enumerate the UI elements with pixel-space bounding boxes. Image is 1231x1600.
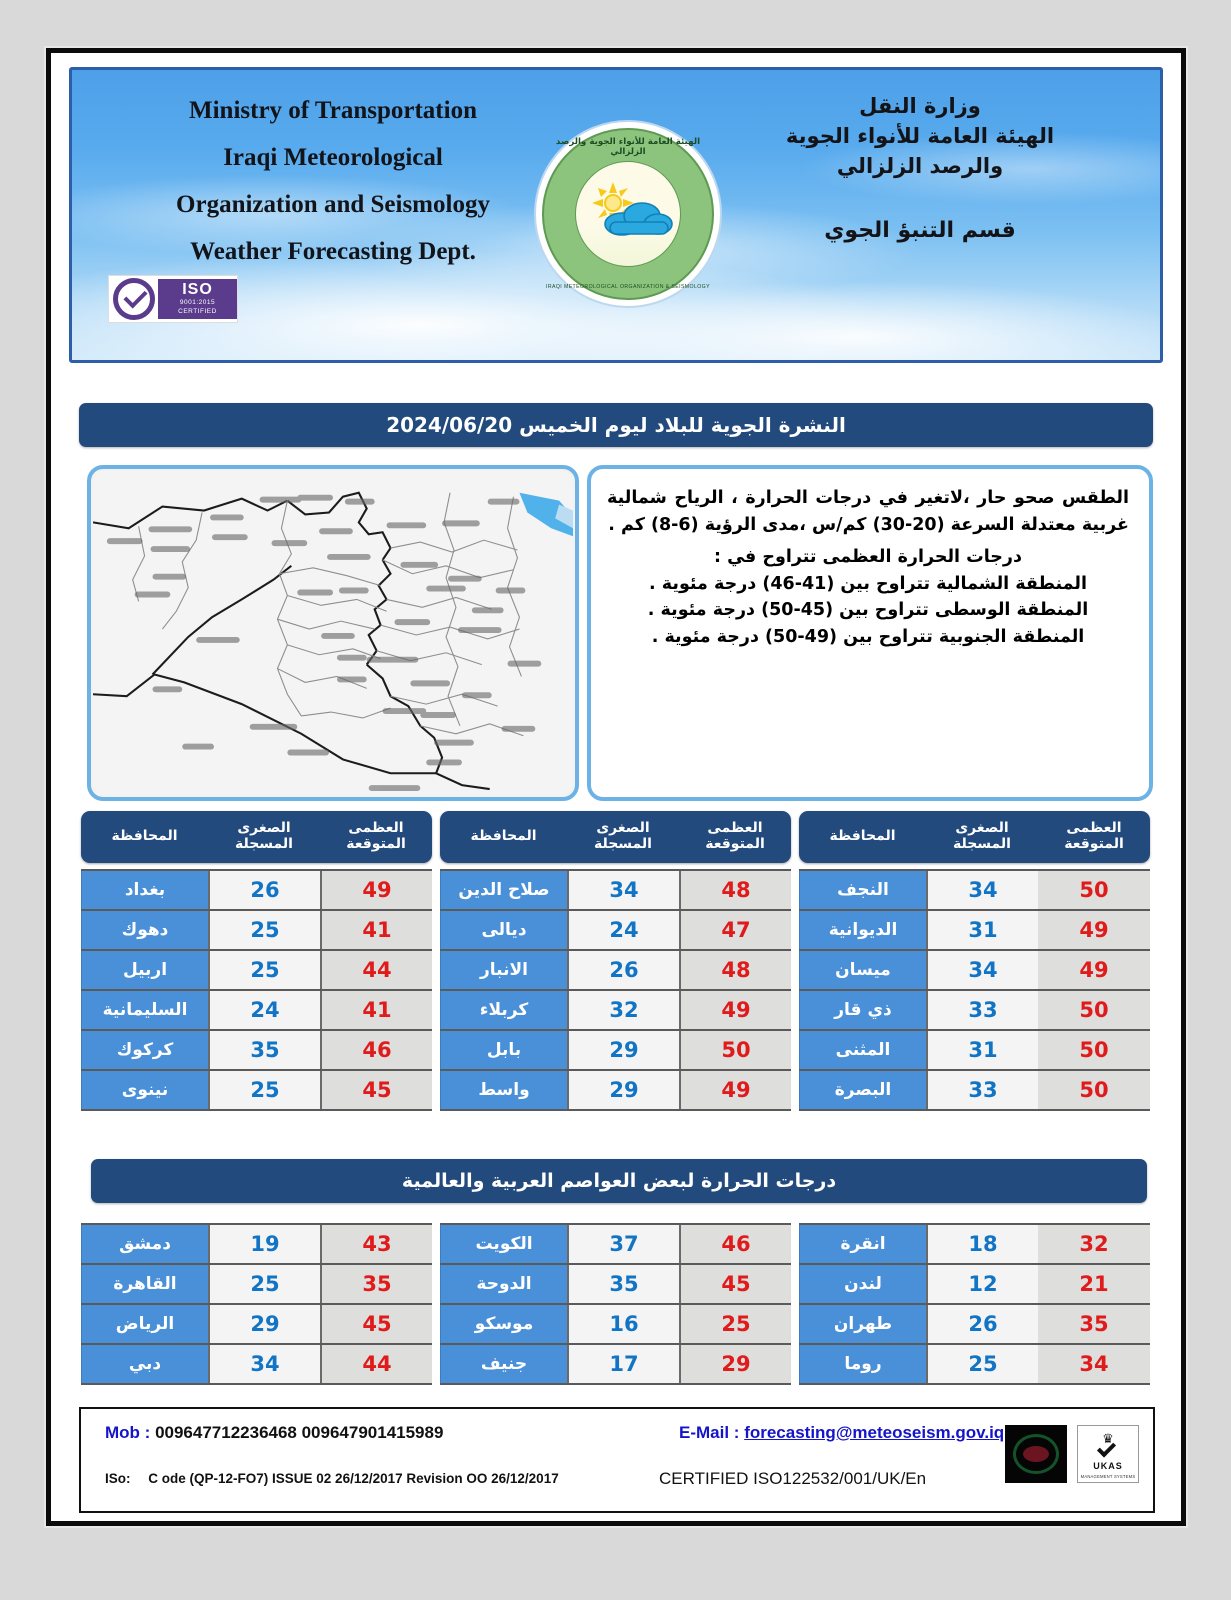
table-body: [440, 1223, 791, 1385]
table-row: [81, 1071, 432, 1111]
cell-max: 50: [1038, 1031, 1150, 1069]
bulletin-inner: [57, 59, 1175, 1515]
header-governorate: المحافظة: [111, 828, 178, 845]
header-max-line2: المتوقعة: [1064, 836, 1124, 852]
table-row: [440, 911, 791, 951]
table-body: [81, 869, 432, 1111]
table-row: [799, 1345, 1150, 1385]
footer-iso-code: [105, 1471, 559, 1486]
table-row: [799, 1031, 1150, 1071]
table-row: [81, 991, 432, 1031]
bulletin-title-text: النشرة الجوية للبلاد ليوم الخميس 2024/06/20: [386, 413, 846, 437]
header-arabic-block: [720, 92, 1120, 247]
cell-min: 26: [208, 871, 320, 909]
cell-governorate: نينوى: [81, 1071, 208, 1109]
cell-governorate: واسط: [440, 1071, 567, 1109]
cell-governorate: السليمانية: [81, 991, 208, 1029]
cell-max: 35: [1038, 1305, 1150, 1343]
governorate-table-middle: [440, 811, 791, 1101]
cell-max: 48: [679, 951, 791, 989]
table-row: [440, 1305, 791, 1345]
table-row: [81, 871, 432, 911]
logo-green-ring: [542, 128, 714, 300]
cell-governorate: الديوانية: [799, 911, 926, 949]
cell-capital: الكويت: [440, 1225, 567, 1263]
cell-min: 25: [208, 951, 320, 989]
table-row: [81, 1345, 432, 1385]
table-row: [440, 991, 791, 1031]
table-row: [81, 1305, 432, 1345]
cell-min: 24: [567, 911, 679, 949]
cell-min: 25: [208, 1265, 320, 1303]
cell-max: 49: [320, 871, 432, 909]
iraq-map-image: [93, 471, 573, 795]
cell-min: 29: [567, 1031, 679, 1069]
cell-max: 41: [320, 991, 432, 1029]
table-row: [440, 951, 791, 991]
cell-max: 45: [679, 1265, 791, 1303]
cell-min: 25: [208, 1071, 320, 1109]
header-governorate: المحافظة: [470, 828, 537, 845]
table-row: [799, 991, 1150, 1031]
header-ar-line-2: الهيئة العامة للأنواء الجوية: [785, 123, 1055, 148]
cell-governorate: دهوك: [81, 911, 208, 949]
footer-contact-line: [81, 1423, 1153, 1453]
header-max: [1038, 821, 1150, 852]
footer-iso-value: C ode (QP-12-FO7) ISSUE 02 26/12/2017 Revision OO 26/12/2017: [148, 1471, 559, 1486]
footer-mobile: [105, 1423, 443, 1443]
footer-bar: [79, 1407, 1155, 1513]
iso-badge-main: ISO: [182, 281, 213, 298]
cell-min: 31: [926, 911, 1038, 949]
cell-min: 24: [208, 991, 320, 1029]
cell-max: 49: [679, 1071, 791, 1109]
cell-governorate: بغداد: [81, 871, 208, 909]
footer-logos: [1005, 1425, 1139, 1483]
iso-badge-text: [158, 279, 237, 319]
ukas-label: UKAS: [1093, 1461, 1123, 1471]
cell-governorate: ميسان: [799, 951, 926, 989]
governorate-table-right: [81, 811, 432, 1101]
cloud-icon: [602, 198, 674, 238]
capitals-table-left: [799, 1223, 1150, 1385]
logo-arabic-ring-text: الهيئة العامة للأنواء الجوية والرصد الزلزالي: [555, 137, 701, 157]
cell-max: 21: [1038, 1265, 1150, 1303]
ukas-accreditation-icon: [1077, 1425, 1139, 1483]
header-min-line1: الصغرى: [955, 820, 1009, 837]
cell-max: 49: [679, 991, 791, 1029]
forecast-region-south: المنطقة الجنوبية تتراوح بين (49-50) درجة مئوية .: [651, 626, 1085, 647]
cell-min: 12: [926, 1265, 1038, 1303]
cell-min: 19: [208, 1225, 320, 1263]
cell-governorate: المثنى: [799, 1031, 926, 1069]
table-row: [440, 1031, 791, 1071]
cell-min: 34: [208, 1345, 320, 1383]
header-max: [320, 821, 432, 852]
table-row: [799, 911, 1150, 951]
governorate-tables: [81, 811, 1151, 1101]
table-body: [81, 1223, 432, 1385]
cell-governorate: ديالى: [440, 911, 567, 949]
header-en-line-3: Organization and Seismology: [176, 191, 490, 218]
cell-min: 17: [567, 1345, 679, 1383]
table-row: [81, 911, 432, 951]
cell-min: 35: [208, 1031, 320, 1069]
table-row: [440, 1345, 791, 1385]
iso-badge-sub1: 9001:2015: [179, 299, 216, 306]
certification-seal-icon: [1005, 1425, 1067, 1483]
cell-min: 35: [567, 1265, 679, 1303]
forecast-subtitle: درجات الحرارة العظمى تتراوح في :: [714, 547, 1022, 568]
cell-capital: انقرة: [799, 1225, 926, 1263]
cell-governorate: كركوك: [81, 1031, 208, 1069]
cell-min: 25: [926, 1345, 1038, 1383]
cell-max: 45: [320, 1305, 432, 1343]
cell-max: 25: [679, 1305, 791, 1343]
bulletin-sheet: [46, 48, 1186, 1526]
footer-email-label: E-Mail :: [679, 1423, 740, 1442]
cell-min: 18: [926, 1225, 1038, 1263]
capitals-title-text: درجات الحرارة لبعض العواصم العربية والعالمية: [401, 1170, 837, 1192]
cell-capital: جنيف: [440, 1345, 567, 1383]
table-row: [799, 871, 1150, 911]
cell-capital: طهران: [799, 1305, 926, 1343]
cell-max: 32: [1038, 1225, 1150, 1263]
header-min: [567, 821, 679, 852]
header-governorate: المحافظة: [829, 828, 896, 845]
cell-max: 35: [320, 1265, 432, 1303]
cell-governorate: ذي قار: [799, 991, 926, 1029]
header-min: [208, 821, 320, 852]
cell-max: 50: [679, 1031, 791, 1069]
capitals-table-middle: [440, 1223, 791, 1385]
cell-min: 33: [926, 1071, 1038, 1109]
table-row: [81, 1225, 432, 1265]
cell-max: 29: [679, 1345, 791, 1383]
cell-capital: روما: [799, 1345, 926, 1383]
iso-check-icon: [113, 278, 155, 320]
cell-max: 34: [1038, 1345, 1150, 1383]
cell-max: 49: [1038, 951, 1150, 989]
cell-max: 47: [679, 911, 791, 949]
footer-mobile-value: 009647712236468 009647901415989: [155, 1423, 444, 1442]
table-row: [81, 1265, 432, 1305]
header-min-line2: المسجلة: [235, 836, 293, 852]
cell-max: 46: [320, 1031, 432, 1069]
capitals-tables: [81, 1223, 1151, 1385]
cell-max: 45: [320, 1071, 432, 1109]
cell-min: 16: [567, 1305, 679, 1343]
header-max-line1: العظمى: [707, 820, 763, 837]
cell-governorate: صلاح الدين: [440, 871, 567, 909]
cell-min: 29: [567, 1071, 679, 1109]
crown-icon: ♛: [1102, 1431, 1114, 1446]
footer-iso-label: ISo:: [105, 1471, 131, 1486]
bulletin-title-bar: [79, 403, 1153, 447]
header-max-line1: العظمى: [1066, 820, 1122, 837]
cell-governorate: الانبار: [440, 951, 567, 989]
cell-capital: لندن: [799, 1265, 926, 1303]
iraq-map-card: [87, 465, 579, 801]
governorate-table-left: [799, 811, 1150, 1101]
cell-governorate: كربلاء: [440, 991, 567, 1029]
table-row: [440, 1265, 791, 1305]
cell-governorate: بابل: [440, 1031, 567, 1069]
ukas-sublabel: MANAGEMENT SYSTEMS: [1080, 1474, 1136, 1479]
cell-min: 33: [926, 991, 1038, 1029]
header-ar-department: قسم التنبؤ الجوي: [824, 218, 1016, 244]
forecast-region-north: المنطقة الشمالية تتراوح بين (41-46) درجة مئوية .: [649, 573, 1087, 594]
cell-max: 48: [679, 871, 791, 909]
cell-capital: الرياض: [81, 1305, 208, 1343]
iso-9001-badge: [108, 275, 238, 323]
cell-max: 50: [1038, 1071, 1150, 1109]
forecast-main-text: الطقس صحو حار ،لاتغير في درجات الحرارة ، الرياح شمالية غربية معتدلة السرعة (20-30) كم/س ،مدى الرؤية (6-8) كم .: [607, 488, 1129, 535]
cell-max: 46: [679, 1225, 791, 1263]
header-max-line1: العظمى: [348, 820, 404, 837]
forecast-text-card: [587, 465, 1153, 801]
footer-mobile-label: Mob :: [105, 1423, 151, 1442]
table-row: [81, 951, 432, 991]
cell-min: 34: [567, 871, 679, 909]
table-row: [799, 951, 1150, 991]
header-ar-line-1: وزارة النقل: [859, 94, 981, 118]
header-banner: [69, 67, 1163, 363]
header-min-line2: المسجلة: [953, 836, 1011, 852]
header-en-line-4: Weather Forecasting Dept.: [190, 238, 476, 265]
table-row: [799, 1265, 1150, 1305]
capitals-table-right: [81, 1223, 432, 1385]
cell-capital: دبي: [81, 1345, 208, 1383]
table-row: [440, 871, 791, 911]
map-vector: [93, 471, 573, 795]
forecast-region-central: المنطقة الوسطى تتراوح بين (45-50) درجة مئوية .: [647, 600, 1089, 621]
cell-max: 44: [320, 1345, 432, 1383]
cell-min: 34: [926, 871, 1038, 909]
cell-min: 32: [567, 991, 679, 1029]
organization-logo: [534, 120, 722, 308]
footer-certified-text: CERTIFIED ISO122532/001/UK/En: [659, 1469, 927, 1488]
cell-governorate: النجف: [799, 871, 926, 909]
header-min-line1: الصغرى: [237, 820, 291, 837]
cell-max: 41: [320, 911, 432, 949]
table-row: [799, 1225, 1150, 1265]
cell-max: 50: [1038, 991, 1150, 1029]
seal-outer-ring: [1013, 1434, 1059, 1474]
cell-min: 37: [567, 1225, 679, 1263]
cell-capital: موسكو: [440, 1305, 567, 1343]
footer-email: [679, 1423, 1004, 1443]
seal-inner-mark: [1023, 1446, 1049, 1462]
cell-min: 26: [567, 951, 679, 989]
cell-min: 25: [208, 911, 320, 949]
header-max-line2: المتوقعة: [346, 836, 406, 852]
header-ar-line-3: والرصد الزلزالي: [836, 153, 1004, 178]
cell-governorate: اربيل: [81, 951, 208, 989]
cell-min: 29: [208, 1305, 320, 1343]
header-min-line1: الصغرى: [596, 820, 650, 837]
table-body: [799, 1223, 1150, 1385]
logo-english-ring-text: IRAQI METEOROLOGICAL ORGANIZATION & SEISMOLOGY: [546, 284, 710, 290]
table-row: [799, 1071, 1150, 1111]
cell-capital: الدوحة: [440, 1265, 567, 1303]
table-body: [440, 869, 791, 1111]
table-row: [81, 1031, 432, 1071]
cell-max: 50: [1038, 871, 1150, 909]
header-max: [679, 821, 791, 852]
cell-max: 44: [320, 951, 432, 989]
cell-min: 34: [926, 951, 1038, 989]
capitals-title-bar: [91, 1159, 1147, 1203]
iso-badge-sub2: CERTIFIED: [178, 307, 217, 315]
cell-min: 31: [926, 1031, 1038, 1069]
table-row: [440, 1071, 791, 1111]
cell-max: 43: [320, 1225, 432, 1263]
header-english-block: [118, 98, 548, 286]
table-body: [799, 869, 1150, 1111]
header-max-line2: المتوقعة: [705, 836, 765, 852]
header-min: [926, 821, 1038, 852]
cell-governorate: البصرة: [799, 1071, 926, 1109]
header-en-line-1: Ministry of Transportation: [189, 97, 477, 124]
cell-capital: القاهرة: [81, 1265, 208, 1303]
header-en-line-2: Iraqi Meteorological: [223, 144, 443, 171]
table-header-row: [81, 811, 432, 863]
footer-email-link[interactable]: forecasting@meteoseism.gov.iq: [744, 1423, 1005, 1442]
cell-max: 49: [1038, 911, 1150, 949]
header-min-line2: المسجلة: [594, 836, 652, 852]
cell-capital: دمشق: [81, 1225, 208, 1263]
cell-min: 26: [926, 1305, 1038, 1343]
table-row: [440, 1225, 791, 1265]
table-header-row: [440, 811, 791, 863]
logo-inner-disc: [575, 161, 681, 267]
table-header-row: [799, 811, 1150, 863]
table-row: [799, 1305, 1150, 1345]
